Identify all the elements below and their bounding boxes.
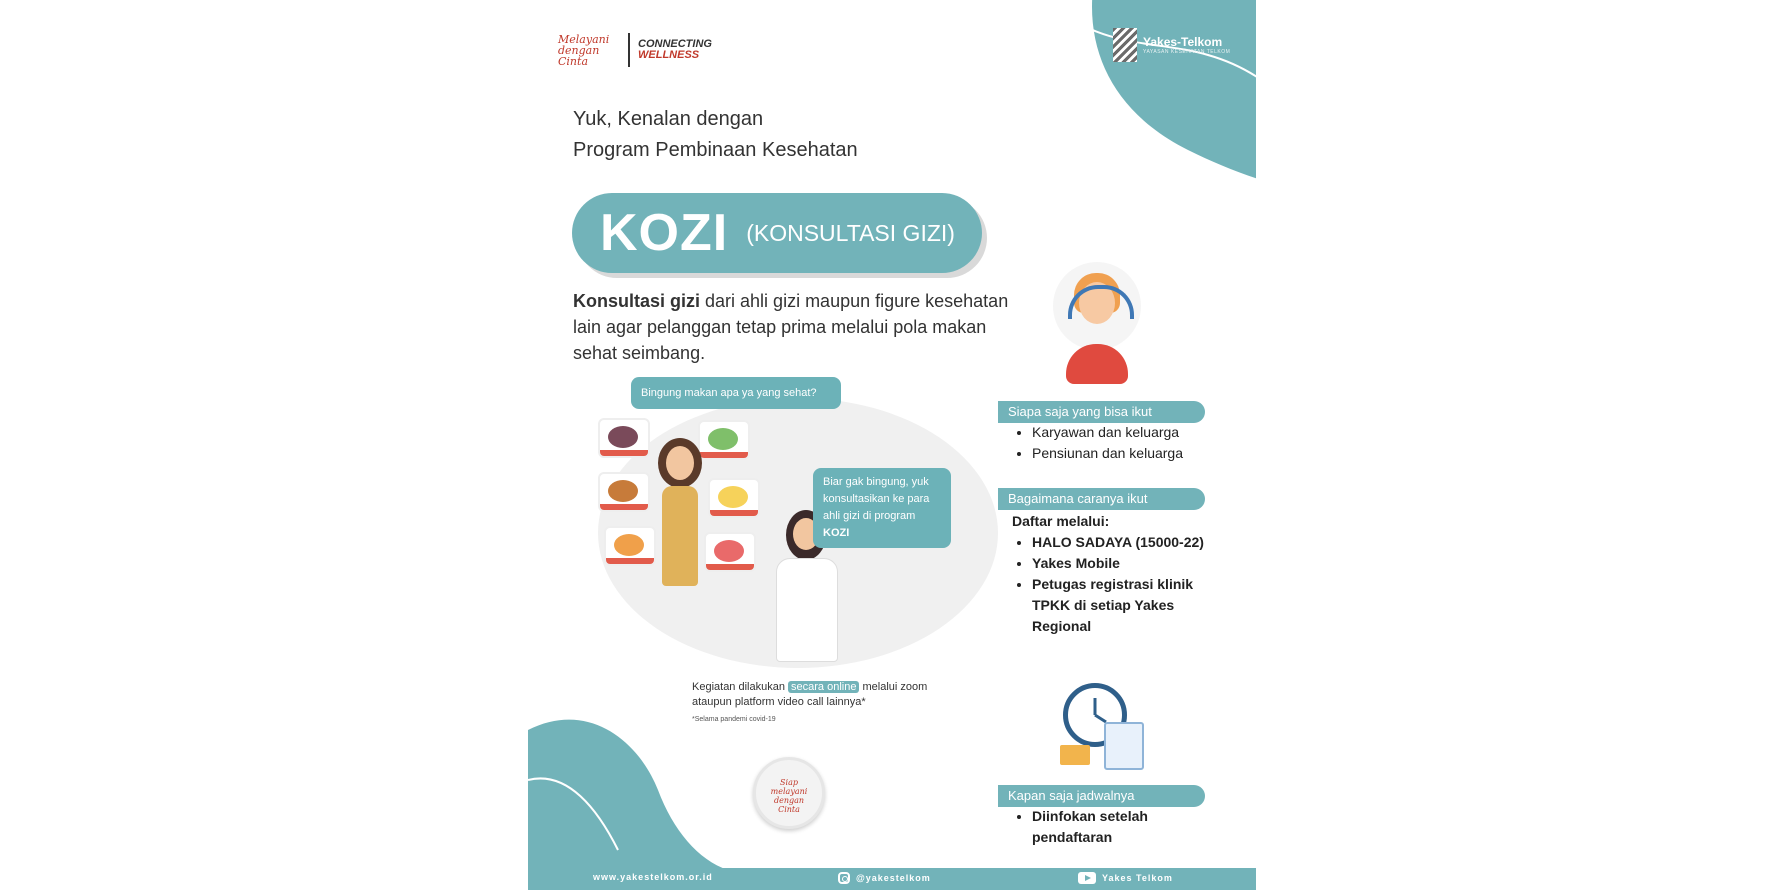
intro-heading bbox=[573, 104, 858, 166]
title-pill bbox=[572, 193, 982, 273]
footer-website[interactable] bbox=[593, 872, 713, 882]
stamp-text: Siap melayani dengan Cinta bbox=[770, 778, 808, 814]
caption-pre: Kegiatan dilakukan bbox=[692, 681, 789, 693]
website-link[interactable]: www.yakestelkom.or.id bbox=[593, 872, 713, 882]
footer-instagram[interactable] bbox=[838, 872, 931, 884]
logo-group-left bbox=[558, 28, 718, 72]
avatar-body bbox=[1066, 344, 1128, 384]
list-item: • Petugas registrasi klinik TPKK di setiap Yakes Regional bbox=[1032, 574, 1212, 637]
answer-bubble bbox=[813, 468, 951, 548]
girl-body bbox=[662, 486, 698, 586]
section-when-title: Kapan saja jadwalnya bbox=[998, 785, 1205, 807]
connecting-text: CONNECTING bbox=[638, 38, 712, 50]
burger-icon bbox=[598, 472, 650, 512]
logo-divider bbox=[628, 33, 630, 67]
yakes-telkom-logo bbox=[1113, 28, 1230, 62]
envelope-icon bbox=[1060, 745, 1090, 765]
poster bbox=[528, 0, 1256, 890]
instagram-icon bbox=[838, 872, 850, 884]
section-how-list bbox=[1016, 532, 1212, 637]
melayani-stamp bbox=[753, 757, 825, 829]
connecting-wellness-logo bbox=[638, 39, 712, 61]
title-main: KOZI bbox=[600, 204, 729, 262]
cake-icon bbox=[598, 418, 650, 458]
section-who-list bbox=[1016, 422, 1183, 464]
lunchbox-icon bbox=[704, 532, 756, 572]
list-item: • Yakes Mobile bbox=[1032, 553, 1212, 574]
list-item: • Diinfokan setelah pendaftaran bbox=[1032, 806, 1182, 848]
clipboard-icon bbox=[1104, 722, 1144, 770]
title-subtitle: (KONSULTASI GIZI) bbox=[746, 219, 955, 246]
list-item: • Karyawan dan keluarga bbox=[1032, 422, 1183, 443]
nutritionist-body bbox=[776, 558, 838, 662]
girl-face bbox=[666, 446, 694, 480]
description-bold: Konsultasi gizi bbox=[573, 291, 701, 311]
instagram-handle[interactable]: @yakestelkom bbox=[856, 873, 931, 883]
pizza-icon bbox=[604, 526, 656, 566]
salad-bowl-icon bbox=[698, 420, 750, 460]
intro-line-1: Yuk, Kenalan dengan bbox=[573, 108, 764, 130]
wellness-text: WELLNESS bbox=[638, 49, 700, 61]
description-rest: dari ahli gizi maupun figure kesehatan lain agar pelanggan tetap prima melalui pola makan sehat seimbang. bbox=[573, 291, 1009, 363]
yakes-mark-icon bbox=[1113, 28, 1137, 62]
question-bubble: Bingung makan apa ya yang sehat? bbox=[631, 377, 841, 409]
section-how-intro: Daftar melalui: bbox=[1012, 513, 1110, 529]
youtube-channel[interactable]: Yakes Telkom bbox=[1102, 873, 1173, 883]
melayani-cinta-logo: Melayani dengan Cinta bbox=[558, 32, 610, 68]
healthy-plate-icon bbox=[708, 478, 760, 518]
answer-bubble-text: Biar gak bingung, yuk konsultasikan ke para ahli gizi di program bbox=[823, 476, 930, 522]
section-when-list bbox=[1016, 806, 1182, 848]
answer-bubble-bold: KOZI bbox=[823, 527, 850, 539]
caption-note: *Selama pandemi covid-19 bbox=[692, 716, 776, 723]
intro-line-2: Program Pembinaan Kesehatan bbox=[573, 139, 858, 161]
youtube-icon bbox=[1078, 872, 1096, 884]
section-how-title: Bagaimana caranya ikut bbox=[998, 488, 1205, 510]
online-caption bbox=[692, 680, 932, 727]
list-item: • Pensiunan dan keluarga bbox=[1032, 443, 1183, 464]
section-who-title: Siapa saja yang bisa ikut bbox=[998, 401, 1205, 423]
caption-post: melalui zoom ataupun platform video call lainnya* bbox=[692, 681, 928, 708]
caption-highlight: secara online bbox=[788, 681, 859, 693]
yakes-name: Yakes-Telkom bbox=[1143, 35, 1223, 49]
program-description bbox=[573, 288, 1033, 366]
footer-youtube[interactable] bbox=[1078, 872, 1173, 884]
list-item: • HALO SADAYA (15000-22) bbox=[1032, 532, 1212, 553]
yakes-subtitle: YAYASAN KESEHATAN TELKOM bbox=[1143, 49, 1231, 55]
